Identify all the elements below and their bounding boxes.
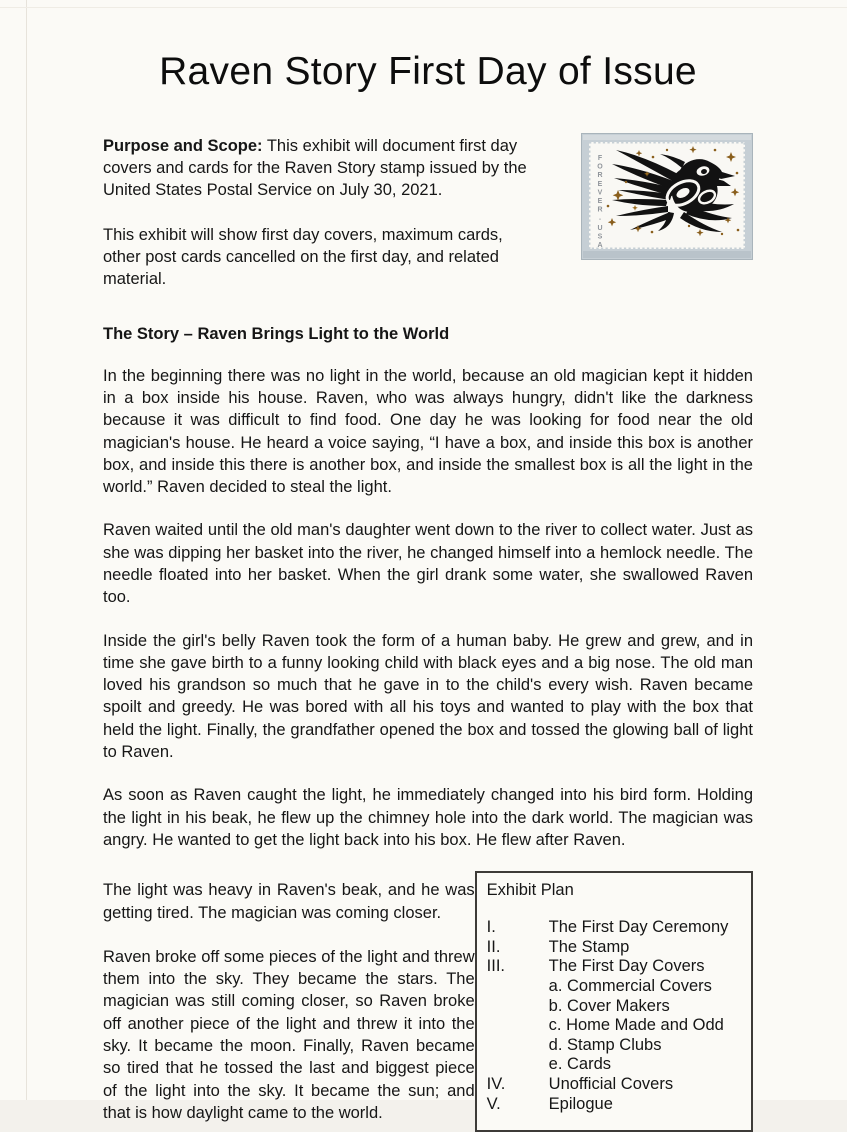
plan-item-numeral: II. — [486, 937, 501, 956]
plan-item-numeral — [487, 1016, 549, 1036]
story-left-column — [103, 871, 475, 1124]
page-content — [103, 0, 753, 1132]
plan-item-numeral: IV. — [486, 1075, 506, 1094]
exhibit-plan-box — [475, 871, 753, 1132]
plan-item-numeral — [487, 997, 549, 1017]
exhibit-plan-item — [487, 957, 741, 977]
intro-section — [103, 135, 753, 291]
story-paragraph-4: As soon as Raven caught the light, he immediately changed into his bird form. Holding the light in his beak, he flew up the chimney hole into the dark world. The magician was angry. He wanted to get the light back into his box. He flew after Raven. — [103, 786, 753, 849]
story-paragraph-5: The light was heavy in Raven's beak, and he was getting tired. The magician was coming closer. — [103, 881, 475, 922]
exhibit-plan-subitem — [487, 997, 741, 1017]
story-paragraph-2: Raven waited until the old man's daughter went down to the river to collect water. Just as she was dipping her basket into the river, he changed himself into a hemlock needle. The needle floated into her basket. When the girl drank some water, she swallowed Raven too. — [103, 521, 753, 607]
purpose-text: This exhibit will document first day covers and cards for the Raven Story stamp issued by the United States Postal Service on July 30, 2021. — [103, 136, 527, 200]
usa-text: USA — [596, 225, 604, 251]
exhibit-plan-subitem — [487, 1036, 741, 1056]
plan-item-numeral — [487, 977, 549, 997]
story-heading: The Story – Raven Brings Light to the World — [103, 324, 450, 343]
page-title: Raven Story First Day of Issue — [159, 50, 697, 93]
exhibit-plan-item — [487, 938, 741, 958]
forever-usa-denomination — [594, 155, 606, 251]
story-paragraph-3: Inside the girl's belly Raven took the form of a human baby. He grew and grew, and in time she gave birth to a funny looking child with black eyes and a big nose. The old man loved his grandson so much that he gave in to the child's every wish. Raven became spoilt and greedy. He was bored with all his toys and wanted to play with the box that held the light. Finally, the grandfather opened the box and tossed the glowing ball of light to Raven. — [103, 631, 753, 762]
exhibit-plan-item — [487, 918, 741, 938]
plan-item-numeral: III. — [486, 957, 505, 976]
exhibit-plan-subitem — [487, 1016, 741, 1036]
purpose-label: Purpose and Scope: — [103, 136, 263, 155]
exhibit-plan-subitem — [487, 1055, 741, 1075]
plan-item-label: a. Commercial Covers — [548, 977, 712, 996]
purpose-and-scope — [103, 135, 541, 291]
raven-story-stamp-mount — [581, 133, 753, 260]
forever-text: FOREVER — [596, 154, 604, 216]
exhibit-plan-title: Exhibit Plan — [486, 881, 574, 900]
plan-item-label: The First Day Ceremony — [548, 918, 729, 937]
plan-item-numeral — [487, 1036, 549, 1056]
plan-item-label: d. Stamp Clubs — [548, 1035, 662, 1054]
plan-item-numeral: V. — [486, 1094, 501, 1113]
plan-item-numeral — [487, 1055, 549, 1075]
forever-usa-separator: - — [599, 217, 601, 224]
plan-item-label: The First Day Covers — [548, 957, 705, 976]
scope-paragraph: This exhibit will show first day covers, maximum cards, other post cards cancelled on the first day, and related material. — [103, 225, 503, 289]
plan-item-label: c. Home Made and Odd — [548, 1016, 724, 1035]
bottom-section — [103, 871, 753, 1132]
purpose-paragraph — [103, 135, 541, 202]
plan-item-label: Unofficial Covers — [548, 1075, 674, 1094]
exhibit-plan-list — [487, 918, 741, 1114]
scan-edge-left — [26, 0, 27, 1100]
plan-item-label: Epilogue — [548, 1094, 613, 1113]
story-paragraph-1: In the beginning there was no light in the world, because an old magician kept it hidden in a box inside his house. Raven, who was always hungry, didn't like the darkness because it was difficult to find food. One day he was looking for food near the old magician's house. He heard a voice saying, “I have a box, and inside this box is another box, and inside this there is another box, and inside the smallest box is all the light in the world.” Raven decided to steal the light. — [103, 366, 753, 497]
plan-item-label: b. Cover Makers — [548, 996, 670, 1015]
raven-stamp-art — [581, 133, 753, 260]
plan-item-numeral: I. — [486, 918, 496, 937]
story-paragraph-6: Raven broke off some pieces of the light and threw them into the sky. They became the stars. The magician was still coming closer, so Raven broke off another piece of the light and threw it into the sky. It became the moon. Finally, Raven became so tired that he tossed the last and biggest piece of the light into the sky. It became the sun; and that is how daylight came to the world. — [103, 947, 475, 1122]
exhibit-plan-item — [487, 1075, 741, 1095]
exhibit-plan-subitem — [487, 977, 741, 997]
exhibit-plan-item — [487, 1095, 741, 1115]
plan-item-label: e. Cards — [548, 1055, 612, 1074]
plan-item-label: The Stamp — [548, 937, 630, 956]
